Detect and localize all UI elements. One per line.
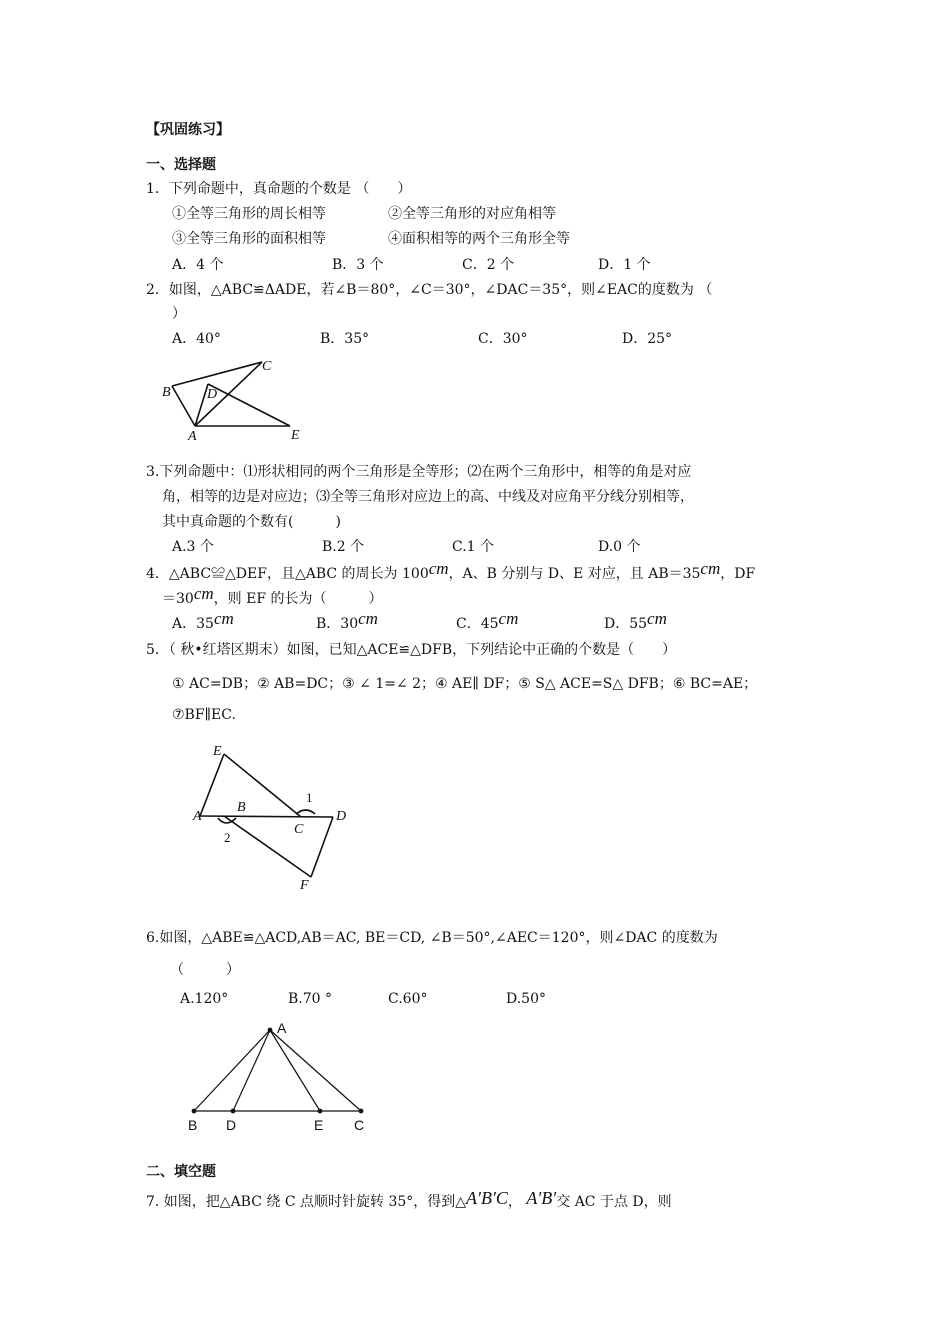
q1-stem: 1．下列命题中，真命题的个数是 （ ） [146,181,412,197]
q5-line-2: ① AC=DB；② AB=DC；③ ∠ 1=∠ 2；④ AE∥ DF；⑤ S△ ACE=S△ DFB；⑥ BC=AE； [172,676,758,692]
q2-option-b: B．35° [320,331,370,347]
q1-option-b: B．3 个 [332,257,384,273]
q4-text-1b: ，A、B 分别与 D、E 对应，且 AB＝35 [448,566,701,582]
q6-label-a: A [277,1020,287,1036]
q6-option-d: D.50° [506,991,546,1007]
q2-stem-end: ） [172,306,186,322]
q6-option-b: B.70 ° [288,991,333,1007]
q6-label-e: E [314,1117,324,1133]
q7-segment-prime: A′B′ [526,1188,557,1208]
section-title: 【巩固练习】 [146,122,230,138]
q7-line-1 [146,1188,672,1211]
q2-option-a: A．40° [172,331,221,347]
q6-stem: 6.如图，△ABE≌△ACD,AB＝AC, BE＝CD, ∠B＝50°,∠AEC＝120°，则∠DAC 的度数为 [146,930,718,946]
q5-label-a: A [193,809,202,824]
q6-label-d: D [226,1117,237,1133]
q7-text-c: 交 AC 于点 D，则 [556,1194,672,1210]
q6-option-c: C.60° [388,991,428,1007]
q2-figure [150,350,320,450]
q7-text-b: ， [507,1194,522,1210]
q1-statement-4: ④面积相等的两个三角形全等 [388,231,570,247]
part1-title: 一、选择题 [146,157,216,173]
q5-label-f: F [300,878,309,893]
q6-label-b: B [188,1117,198,1133]
q5-label-e: E [213,744,222,759]
q7-text-a: 7. 如图，把△ABC 绕 C 点顺时针旋转 35°，得到△ [146,1194,467,1210]
q2-label-a: A [188,429,197,444]
q2-label-d: D [207,387,218,402]
q6-paren: （ ） [170,962,240,978]
q4-unit-2: cm [700,559,721,578]
q3-option-c: C.1 个 [452,539,495,555]
q4-option-b: B．30cm [316,609,378,632]
q4-text-1a: 4．△ABC≌△DEF，且△ABC 的周长为 100 [146,566,429,582]
q4-unit-1: cm [428,559,449,578]
q4-text-2b: ，则 EF 的长为（ ） [213,591,383,607]
q6-figure [180,1018,380,1138]
q4-text-2a: ＝30 [162,591,194,607]
q3-line-1: 3.下列命题中：⑴形状相同的两个三角形是全等形；⑵在两个三角形中，相等的角是对应 [146,464,692,480]
q2-option-c: C．30° [478,331,528,347]
q2-label-c: C [262,359,272,374]
q4-line-2 [162,584,383,608]
q5-label-b: B [237,800,246,815]
q2-label-e: E [291,428,300,443]
q4-option-d: D．55cm [604,609,667,632]
q5-label-c: C [294,822,304,837]
q5-figure [188,740,358,895]
q6-option-a: A.120° [180,991,229,1007]
q1-statement-2: ②全等三角形的对应角相等 [388,206,556,222]
q1-option-c: C．2 个 [462,257,515,273]
q4-text-1c: ，DF [720,566,756,582]
q4-line-1 [146,559,756,583]
q5-label-2: 2 [224,830,231,845]
q4-option-a: A．35cm [172,609,234,632]
q3-line-3: 其中真命题的个数有( ) [162,514,341,530]
q1-option-a: A．4 个 [172,257,224,273]
q1-statement-3: ③全等三角形的面积相等 [172,231,326,247]
q3-line-2: 角，相等的边是对应边；⑶全等三角形对应边上的高、中线及对应角平分线分别相等， [162,489,694,505]
q3-option-b: B.2 个 [322,539,365,555]
q5-stem: 5．（ 秋•红塔区期末）如图，已知△ACE≌△DFB，下列结论中正确的个数是（ ） [146,642,677,658]
q1-statement-1: ①全等三角形的周长相等 [172,206,326,222]
q1-option-d: D．1 个 [598,257,651,273]
q5-line-3: ⑦BF∥EC. [172,707,236,723]
q2-stem: 2．如图，△ABC≌ΔADE，若∠B＝80°，∠C＝30°，∠DAC＝35°，则∠EAC的度数为 （ [146,282,713,298]
q3-option-a: A.3 个 [172,539,214,555]
q4-unit-3: cm [193,584,214,603]
part2-title: 二、填空题 [146,1164,216,1180]
q7-triangle-prime: A′B′C [466,1188,508,1208]
q5-label-1: 1 [306,790,313,805]
q2-label-b: B [162,385,171,400]
q3-option-d: D.0 个 [598,539,641,555]
q5-label-d: D [336,809,347,824]
q2-option-d: D．25° [622,331,673,347]
q4-option-c: C．45cm [456,609,519,632]
q6-label-c: C [354,1117,365,1133]
